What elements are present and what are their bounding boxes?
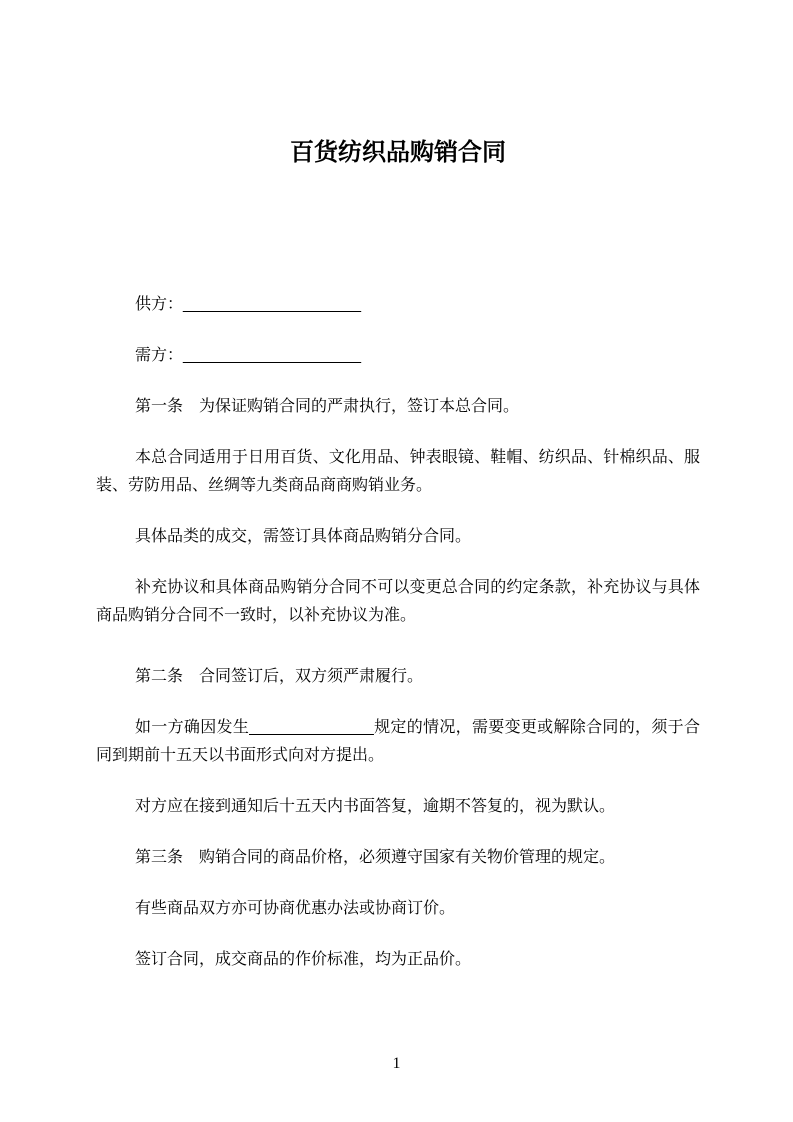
change-clause-blank: ______________ [249, 719, 374, 736]
change-clause-text-pre: 如一方确因发生 [135, 719, 250, 736]
page-number: 1 [392, 1055, 401, 1072]
scope-paragraph: 本总合同适用于日用百货、文化用品、钟表眼镜、鞋帽、纺织品、针棉织品、服装、劳防用品、丝绸等九类商品商商购销业务。 [96, 449, 700, 494]
clause-3-paragraph: 第三条 购销合同的商品价格，必须遵守国家有关物价管理的规定。 [135, 849, 616, 866]
clause-1-paragraph: 第一条 为保证购销合同的严肃执行，签订本总合同。 [135, 398, 520, 415]
buyer-blank: ____________________ [183, 347, 361, 364]
subcontract-paragraph: 具体品类的成交，需签订具体商品购销分合同。 [135, 528, 472, 545]
buyer-line [96, 342, 700, 370]
document-title: 百货纺织品购销合同 [290, 139, 506, 166]
change-clause-text-post: 规定的情况，需要变更或解除合同的，须于合同到期前十五天以书面形式向对方提出。 [96, 719, 700, 764]
buyer-label: 需方： [135, 347, 184, 364]
clause-2-paragraph: 第二条 合同签订后，双方须严肃履行。 [135, 668, 424, 685]
pricing-paragraph: 签订合同，成交商品的作价标准，均为正品价。 [135, 951, 472, 968]
negotiation-paragraph: 有些商品双方亦可协商优惠办法或协商订价。 [135, 900, 456, 917]
supplier-line [96, 291, 700, 319]
supplier-blank: ____________________ [183, 296, 361, 313]
supplement-paragraph: 补充协议和具体商品购销分合同不可以变更总合同的约定条款，补充协议与具体商品购销分合同不一致时，以补充协议为准。 [96, 579, 700, 624]
supplier-label: 供方： [135, 296, 184, 313]
reply-paragraph: 对方应在接到通知后十五天内书面答复，逾期不答复的，视为默认。 [135, 798, 616, 815]
change-clause-paragraph [96, 714, 700, 770]
